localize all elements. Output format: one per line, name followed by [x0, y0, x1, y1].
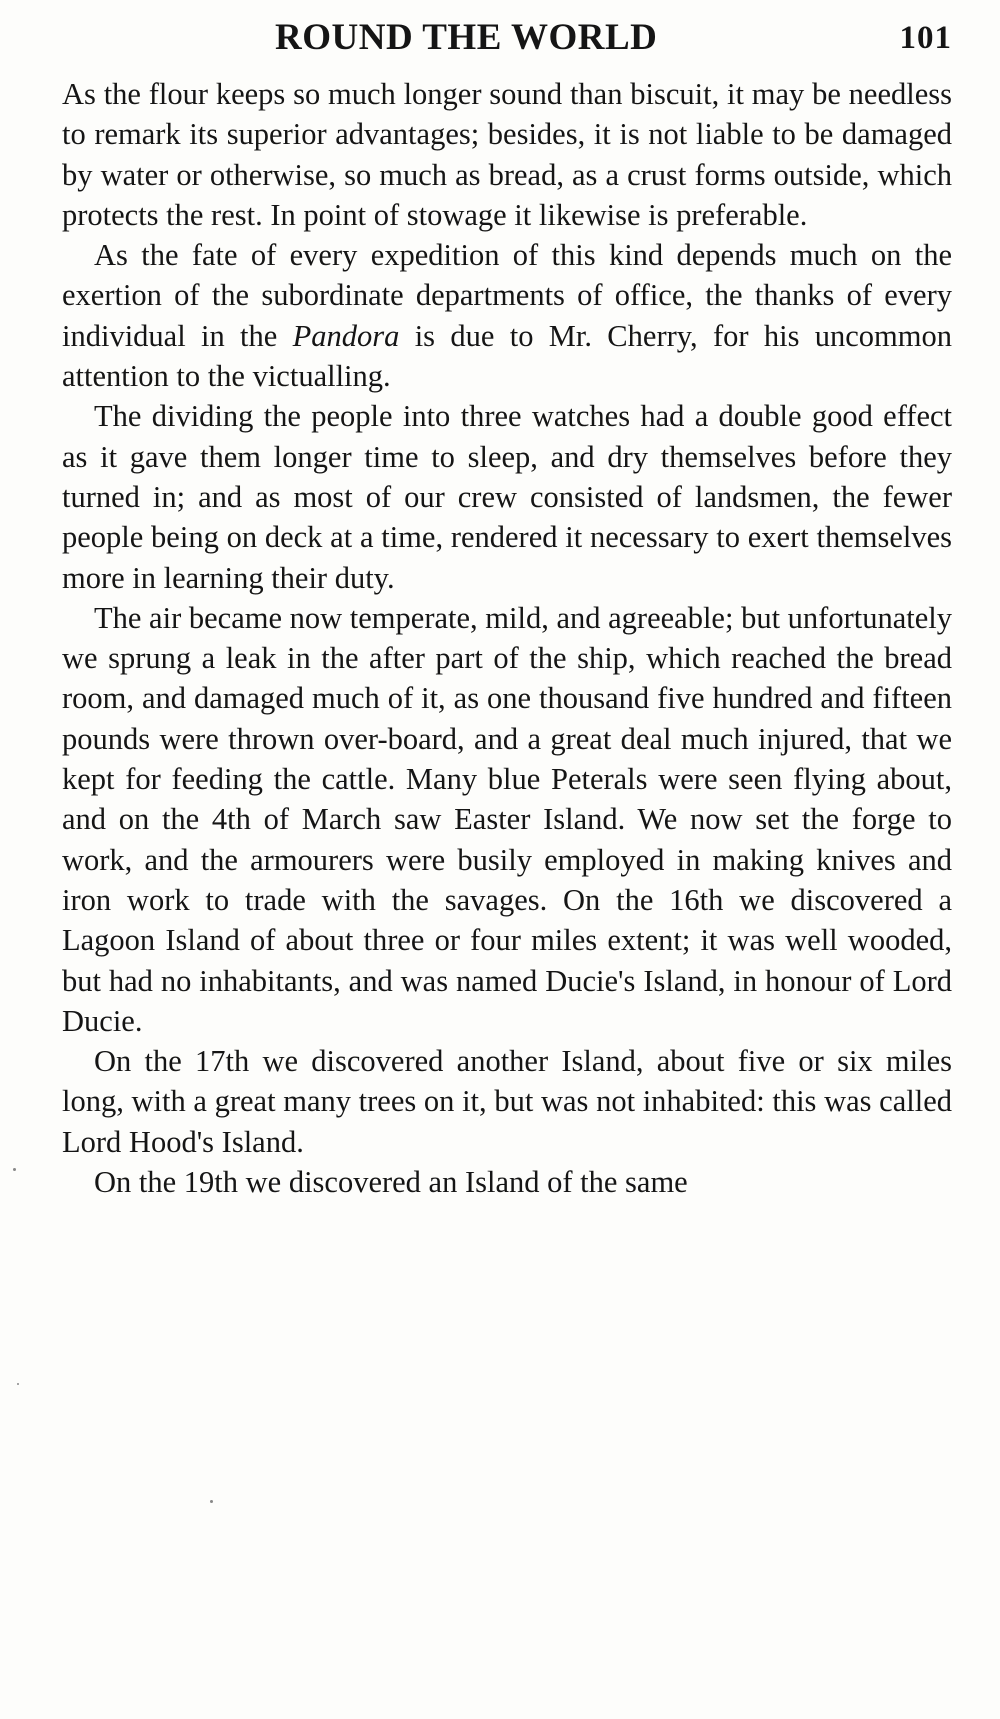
body-text — [62, 74, 952, 1202]
paragraph-3 — [62, 396, 952, 597]
paragraph-text: As the flour keeps so much longer sound than biscuit, it may be needless to remark its superior advantages; besides, it is not liable to be damaged by water or otherwise, so much as bread, as a crust forms outside, which protects the rest. In point of stowage it likewise is preferable. — [62, 77, 952, 232]
paragraph-1 — [62, 74, 952, 235]
paragraph-text-before: As the fate of every expedition of this kind depends much on the exertion of the subordinate departments of office, the thanks of every individual in the — [62, 238, 952, 353]
paragraph-5 — [62, 1041, 952, 1162]
speck — [210, 1500, 213, 1503]
running-title: ROUND THE WORLD — [275, 17, 658, 58]
speck — [13, 1168, 16, 1171]
paragraph-2 — [62, 235, 952, 396]
page-header — [62, 12, 952, 66]
paragraph-text: The air became now temperate, mild, and agreeable; but unfortunately we sprung a leak in the after part of the ship, which reached the bread room, and damaged much of it, as one thousand five hundred and fifteen pounds were thrown over-board, and a great deal much injured, that we kept for feeding the cattle. Many blue Peterals were seen flying about, and on the 4th of March saw Easter Island. We now set the forge to work, and the armourers were busily employed in making knives and iron work to trade with the savages. On the 16th we discovered a Lagoon Island of about three or four miles extent; it was well wooded, but had no inhabitants, and was named Ducie's Island, in honour of Lord Ducie. — [62, 600, 952, 1038]
page-number: 101 — [899, 20, 952, 56]
paragraph-text: The dividing the people into three watches had a double good effect as it gave them longer time to sleep, and dry themselves before they turned in; and as most of our crew consisted of landsmen, the fewer people being on deck at a time, rendered it necessary to exert themselves more in learning their duty. — [62, 399, 952, 595]
paragraph-text-after: is due to Mr. Cherry, for his uncommon attention to the victualling. — [62, 318, 953, 394]
paragraph-6 — [62, 1162, 952, 1202]
ship-name-pandora: Pandora — [292, 318, 400, 353]
paragraph-text: On the 19th we discovered an Island of the same — [94, 1165, 688, 1200]
paragraph-text: On the 17th we discovered another Island, about five or six miles long, with a great many trees on it, but was not inhabited: this was called Lord Hood's Island. — [62, 1044, 952, 1159]
speck — [17, 1383, 19, 1385]
paragraph-4 — [62, 598, 952, 1041]
